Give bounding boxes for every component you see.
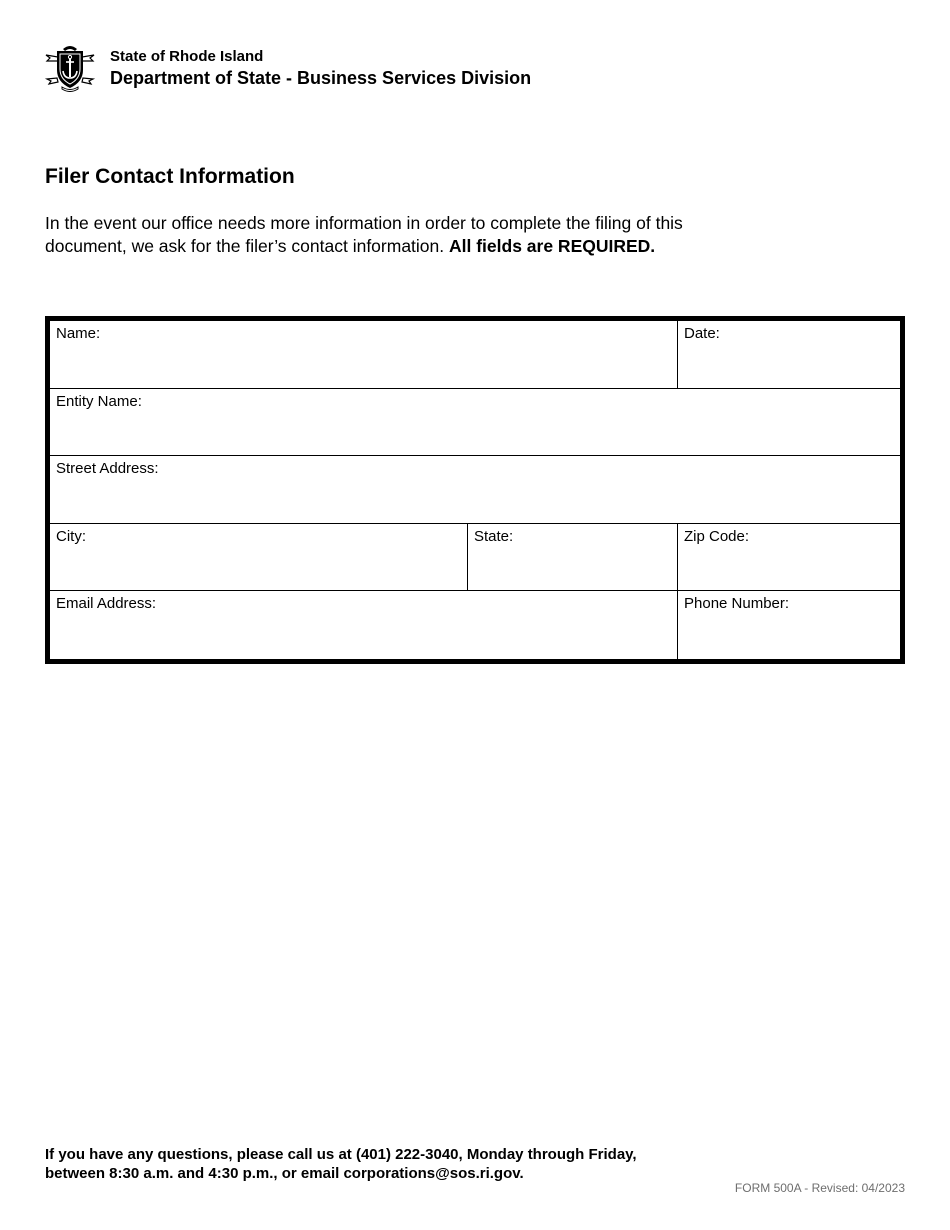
footer-contact-line-2: between 8:30 a.m. and 4:30 p.m., or email corporations@sos.ri.gov.: [45, 1165, 524, 1182]
state-field[interactable]: [468, 524, 678, 592]
name-label: Name:: [56, 325, 101, 342]
street-address-field[interactable]: [50, 456, 900, 524]
department-name: Department of State - Business Services Division: [110, 68, 532, 88]
footer-contact-line-1: If you have any questions, please call us at (401) 222-3040, Monday through Friday,: [45, 1146, 637, 1163]
state-label: State:: [474, 527, 514, 545]
page-title: Filer Contact Information: [45, 165, 295, 188]
entity-name-field[interactable]: [50, 389, 900, 457]
intro-paragraph: [45, 212, 765, 258]
email-address-field[interactable]: [50, 591, 678, 659]
filer-contact-form: [45, 316, 905, 664]
city-field[interactable]: [50, 524, 468, 592]
zip-code-field[interactable]: [678, 524, 900, 592]
date-field[interactable]: [678, 321, 900, 389]
entity-name-label: Entity Name:: [56, 392, 142, 410]
required-notice: All fields are REQUIRED.: [449, 236, 656, 256]
phone-number-field[interactable]: [678, 591, 900, 659]
phone-number-label: Phone Number:: [684, 595, 790, 613]
page-header: [44, 42, 531, 92]
intro-text: In the event our office needs more information in order to complete the filing of this document, we ask for the filer’s contact information.: [45, 213, 683, 256]
email-address-label: Email Address:: [56, 595, 157, 613]
name-field[interactable]: [50, 321, 678, 389]
date-label: Date:: [684, 325, 720, 342]
state-name: State of Rhode Island: [110, 48, 264, 65]
footer-contact-info: [45, 1145, 725, 1183]
city-label: City:: [56, 527, 86, 545]
street-address-label: Street Address:: [56, 460, 159, 478]
zip-code-label: Zip Code:: [684, 527, 750, 545]
state-seal-icon: [44, 42, 96, 92]
form-revision-id: FORM 500A - Revised: 04/2023: [734, 1181, 905, 1195]
